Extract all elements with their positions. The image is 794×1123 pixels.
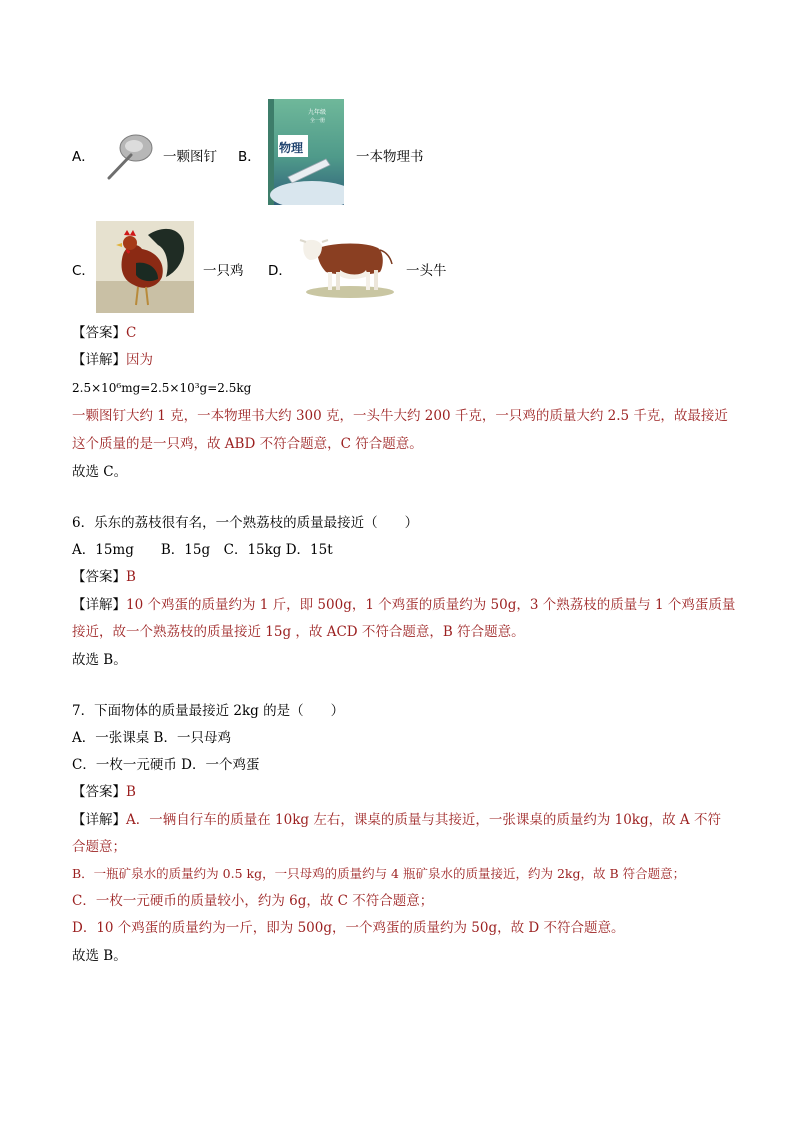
q6-detail-line2: 接近，故一个熟荔枝的质量接近 15g ，故 ACD 不符合题意，B 符合题意。 [72, 624, 525, 640]
option-b-letter: B． [238, 149, 261, 165]
q7-conclusion: 故选 B。 [72, 948, 127, 964]
q5-detail-line2: 这个质量的是一只鸡，故 ABD 不符合题意，C 符合题意。 [72, 436, 423, 452]
q6-options: A．15mg B．15g C．15kg D．15t [72, 542, 333, 558]
option-d-text: 一头牛 [406, 263, 447, 279]
thumbtack-image [103, 128, 155, 184]
detail-text: A．一辆自行车的质量在 10kg 左右，课桌的质量与其接近，一张课桌的质量约为 10kg，故 A 不符 [126, 812, 721, 828]
option-a-letter: A． [72, 149, 95, 165]
detail-label: 【详解】 [72, 812, 126, 828]
answer-label: 【答案】 [72, 325, 126, 341]
q5-formula: 2.5×10⁶mg=2.5×10³g=2.5kg [72, 381, 252, 395]
option-c-text: 一只鸡 [203, 263, 244, 279]
q7-detail-b: B．一瓶矿泉水的质量约为 0.5 kg，一只母鸡的质量约与 4 瓶矿泉水的质量接近，约为 2kg，故 B 符合题意； [72, 866, 686, 881]
answer-label: 【答案】 [72, 784, 126, 800]
option-a-text: 一颗图钉 [163, 149, 217, 165]
q6-answer-line [72, 567, 136, 587]
q5-detail-line1: 一颗图钉大约 1 克，一本物理书大约 300 克，一头牛大约 200 千克，一只鸡的质量大约 2.5 千克，故最接近 [72, 408, 728, 424]
q5-detail-line [72, 350, 153, 370]
detail-text: 10 个鸡蛋的质量约为 1 斤，即 500g，1 个鸡蛋的质量约为 50g，3 个熟荔枝的质量与 1 个鸡蛋质量 [126, 597, 736, 613]
book-volume: 全一册 [310, 118, 326, 124]
q5-conclusion: 故选 C。 [72, 464, 128, 480]
q7-detail-a1 [72, 810, 721, 830]
detail-label: 【详解】 [72, 597, 126, 613]
book-title: 物理 [279, 141, 304, 155]
option-c-letter: C． [72, 263, 95, 279]
answer-value: B [126, 784, 136, 800]
cow-image [296, 230, 396, 300]
answer-value: C [126, 325, 137, 341]
option-d-letter: D． [268, 263, 292, 279]
option-b-text: 一本物理书 [356, 149, 424, 165]
q6-question: 6．乐东的荔枝很有名，一个熟荔枝的质量最接近（ ） [72, 515, 419, 531]
q7-detail-a2: 合题意； [72, 839, 126, 855]
detail-intro: 因为 [126, 352, 153, 368]
answer-label: 【答案】 [72, 569, 126, 585]
book-grade: 九年级 [308, 109, 327, 116]
q7-question: 7．下面物体的质量最接近 2kg 的是（ ） [72, 703, 345, 719]
rooster-image [96, 221, 194, 313]
q6-detail-line1 [72, 595, 735, 615]
q6-conclusion: 故选 B。 [72, 652, 127, 668]
q7-options-line2: C．一枚一元硬币 D．一个鸡蛋 [72, 757, 260, 773]
detail-label: 【详解】 [72, 352, 126, 368]
answer-value: B [126, 569, 136, 585]
q7-options-line1: A．一张课桌 B．一只母鸡 [72, 730, 231, 746]
q7-detail-c: C．一枚一元硬币的质量较小，约为 6g，故 C 不符合题意； [72, 893, 434, 909]
q7-answer-line [72, 782, 136, 802]
q7-detail-d: D．10 个鸡蛋的质量约为一斤，即为 500g，一个鸡蛋的质量约为 50g，故 D 不符合题意。 [72, 920, 625, 936]
physics-book-image [268, 99, 344, 205]
q5-answer-line [72, 323, 136, 343]
